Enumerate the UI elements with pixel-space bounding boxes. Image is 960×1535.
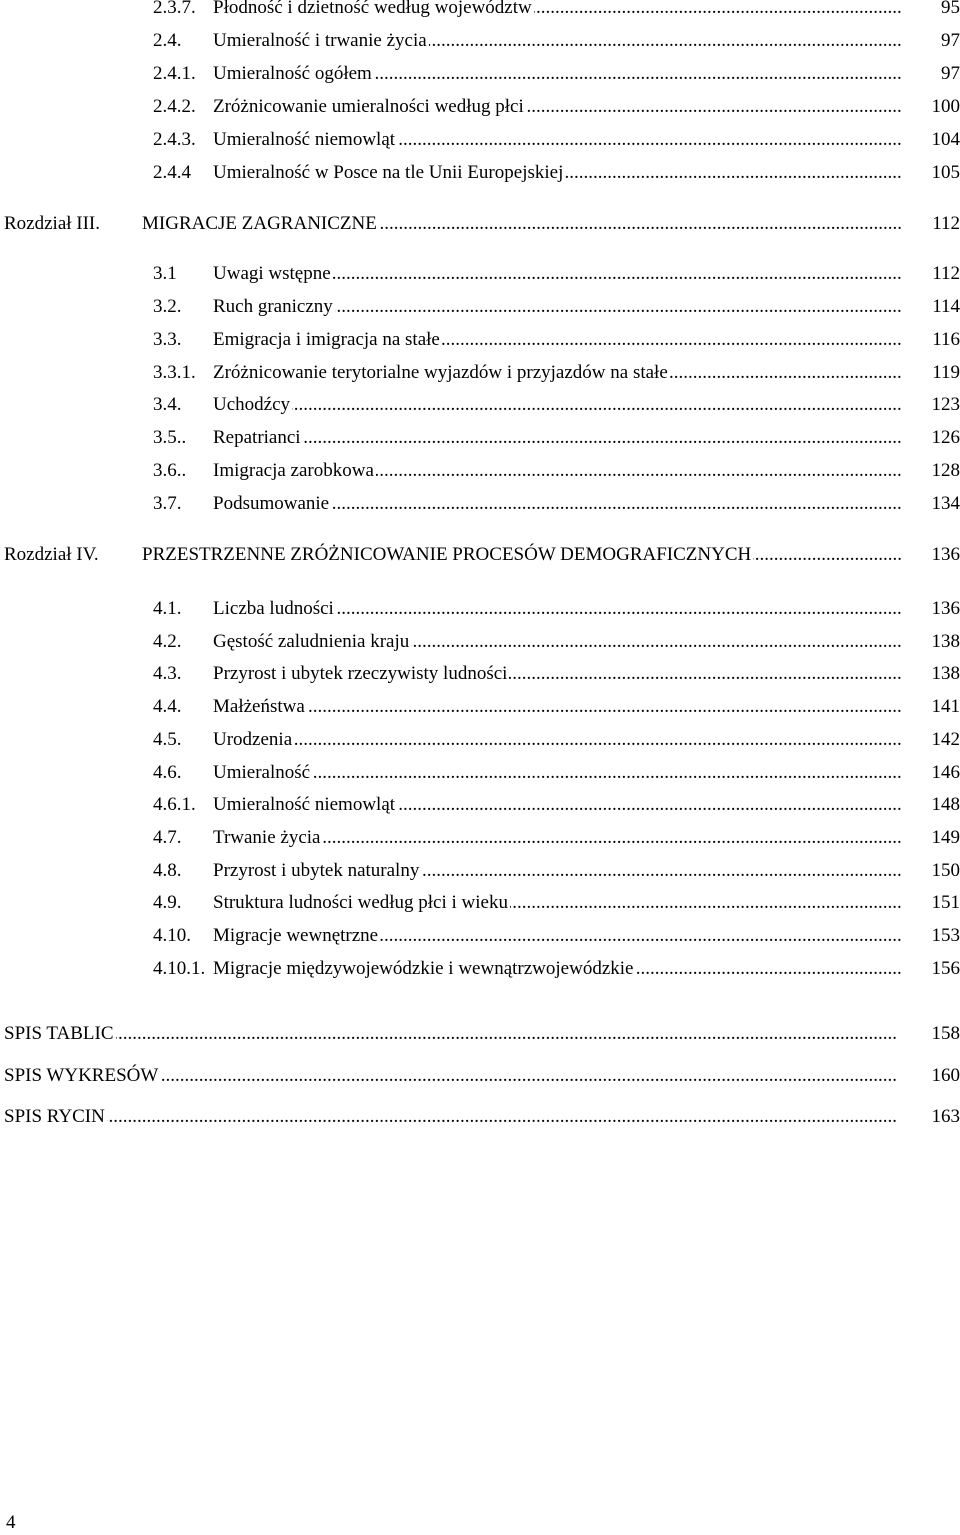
toc-entry-title: Umieralność niemowląt	[213, 129, 396, 150]
toc-entry-title: Uwagi wstępne	[213, 263, 331, 284]
toc-entry-page: 138	[931, 663, 960, 684]
toc-entry-page: 146	[931, 762, 960, 783]
toc-entry-number: 3.2.	[153, 296, 182, 317]
page-number: 4	[6, 1512, 16, 1533]
list-of-tables-title: SPIS TABLIC	[4, 1023, 114, 1044]
toc-entry-number: 3.7.	[153, 493, 182, 514]
toc-entry-page: 114	[932, 296, 960, 317]
toc-entry-title: Trwanie życia	[213, 827, 321, 848]
toc-entry-page: 163	[931, 1106, 960, 1127]
toc-entry	[0, 490, 960, 518]
toc-entry-page: 151	[931, 892, 960, 913]
toc-entry-page: 156	[931, 958, 960, 979]
toc-entry-title: Migracje międzywojewódzkie i wewnątrzwojewódzkie	[213, 958, 634, 979]
toc-entry	[0, 0, 960, 22]
toc-entry-number: 3.6..	[153, 460, 187, 481]
chapter-label: Rozdział III.	[4, 213, 101, 234]
list-of-charts-title: SPIS WYKRESÓW	[4, 1065, 159, 1086]
toc-entry-title: Umieralność w Posce na tle Unii Europejskiej	[213, 162, 564, 183]
toc-entry-number: 4.10.1.	[153, 958, 206, 979]
toc-entry-number: 3.3.1.	[153, 362, 196, 383]
toc-entry-title: Uchodźcy	[213, 394, 291, 415]
toc-entry-title: Emigracja i imigracja na stałe	[213, 329, 440, 350]
chapter-label: Rozdział IV.	[4, 544, 99, 565]
toc-entry-number: 4.7.	[153, 827, 182, 848]
toc-entry-page: 138	[931, 631, 960, 652]
toc-entry	[0, 595, 960, 623]
toc-entry-page: 136	[931, 598, 960, 619]
toc-entry-page: 148	[931, 794, 960, 815]
toc-entry-number: 3.3.	[153, 329, 182, 350]
toc-entry-page: 119	[932, 362, 960, 383]
toc-list-entry	[0, 1020, 960, 1048]
toc-entry-page: 104	[931, 129, 960, 150]
toc-entry	[0, 628, 960, 656]
toc-entry-title: Liczba ludności	[213, 598, 334, 619]
list-of-figures-title: SPIS RYCIN	[4, 1106, 105, 1127]
toc-entry	[0, 693, 960, 721]
toc-entry-page: 136	[931, 544, 960, 565]
toc-chapter-entry	[0, 210, 960, 238]
toc-entry-page: 134	[931, 493, 960, 514]
toc-entry-number: 4.5.	[153, 729, 182, 750]
toc-entry	[0, 359, 960, 387]
toc-entry-title: Umieralność	[213, 762, 311, 783]
toc-entry-title: Imigracja zarobkowa	[213, 460, 374, 481]
toc-entry-number: 4.6.	[153, 762, 182, 783]
toc-entry-title: Umieralność niemowląt	[213, 794, 396, 815]
toc-entry-page: 150	[931, 860, 960, 881]
toc-entry	[0, 93, 960, 121]
toc-entry-page: 141	[931, 696, 960, 717]
toc-entry	[0, 60, 960, 88]
toc-entry	[0, 726, 960, 754]
toc-entry-page: 142	[931, 729, 960, 750]
toc-entry-title: Urodzenia	[213, 729, 293, 750]
toc-entry	[0, 759, 960, 787]
toc-entry	[0, 260, 960, 288]
toc-entry-page: 97	[941, 63, 960, 84]
toc-entry-title: Przyrost i ubytek naturalny	[213, 860, 420, 881]
toc-entry	[0, 159, 960, 187]
toc-entry	[0, 27, 960, 55]
toc-entry-title: Ruch graniczny	[213, 296, 333, 317]
toc-entry-page: 112	[932, 263, 960, 284]
toc-entry-title: Zróżnicowanie terytorialne wyjazdów i przyjazdów na stałe	[213, 362, 668, 383]
toc-entry-number: 4.2.	[153, 631, 182, 652]
toc-entry-title: Struktura ludności według płci i wieku	[213, 892, 508, 913]
toc-entry	[0, 857, 960, 885]
toc-entry	[0, 326, 960, 354]
toc-entry-number: 3.5..	[153, 427, 187, 448]
toc-entry-number: 4.3.	[153, 663, 182, 684]
toc-entry-page: 100	[931, 96, 960, 117]
toc-entry-number: 3.4.	[153, 394, 182, 415]
toc-entry-number: 4.10.	[153, 925, 191, 946]
toc-entry-page: 128	[931, 460, 960, 481]
toc-entry-title: Małżeństwa	[213, 696, 305, 717]
toc-entry	[0, 424, 960, 452]
toc-chapter-entry	[0, 541, 960, 569]
toc-entry-title: Umieralność i trwanie życia	[213, 30, 427, 51]
toc-entry-number: 2.4.3.	[153, 129, 196, 150]
toc-entry-title: Podsumowanie	[213, 493, 330, 514]
toc-entry-page: 158	[931, 1023, 960, 1044]
toc-entry	[0, 293, 960, 321]
toc-entry-page: 149	[931, 827, 960, 848]
toc-entry-number: 2.4.4	[153, 162, 191, 183]
toc-list-entry	[0, 1062, 960, 1090]
toc-entry-number: 4.1.	[153, 598, 182, 619]
toc-entry-page: 116	[932, 329, 960, 350]
toc-entry-title: Umieralność ogółem	[213, 63, 372, 84]
chapter-title: PRZESTRZENNE ZRÓŻNICOWANIE PROCESÓW DEMOGRAFICZNYCH	[142, 544, 752, 565]
toc-entry-page: 126	[931, 427, 960, 448]
toc-entry	[0, 824, 960, 852]
toc-entry-title: Gęstość zaludnienia kraju	[213, 631, 410, 652]
toc-entry-number: 2.3.7.	[153, 0, 196, 18]
toc-entry	[0, 955, 960, 983]
toc-entry	[0, 922, 960, 950]
toc-entry-number: 4.4.	[153, 696, 182, 717]
toc-entry	[0, 660, 960, 688]
toc-entry-page: 123	[931, 394, 960, 415]
toc-entry-page: 153	[931, 925, 960, 946]
toc-entry-number: 4.8.	[153, 860, 182, 881]
toc-entry-number: 2.4.2.	[153, 96, 196, 117]
toc-list-entry	[0, 1103, 960, 1131]
toc-entry-page: 97	[941, 30, 960, 51]
toc-entry-title: Zróżnicowanie umieralności według płci	[213, 96, 524, 117]
toc-entry-page: 160	[931, 1065, 960, 1086]
toc-entry	[0, 791, 960, 819]
toc-entry-page: 112	[932, 213, 960, 234]
toc-entry-title: Repatrianci	[213, 427, 301, 448]
toc-entry-number: 2.4.	[153, 30, 182, 51]
toc-entry-title: Migracje wewnętrzne	[213, 925, 379, 946]
toc-entry-title: Przyrost i ubytek rzeczywisty ludności	[213, 663, 508, 684]
toc-entry-title: Płodność i dzietność według województw	[213, 0, 534, 18]
toc-entry	[0, 889, 960, 917]
toc-entry-number: 4.9.	[153, 892, 182, 913]
toc-entry	[0, 457, 960, 485]
toc-entry-page: 95	[941, 0, 960, 18]
toc-entry-page: 105	[931, 162, 960, 183]
toc-entry-number: 4.6.1.	[153, 794, 196, 815]
chapter-title: MIGRACJE ZAGRANICZNE	[142, 213, 377, 234]
toc-entry	[0, 126, 960, 154]
toc-entry-number: 2.4.1.	[153, 63, 196, 84]
toc-entry	[0, 391, 960, 419]
toc-entry-number: 3.1	[153, 263, 177, 284]
